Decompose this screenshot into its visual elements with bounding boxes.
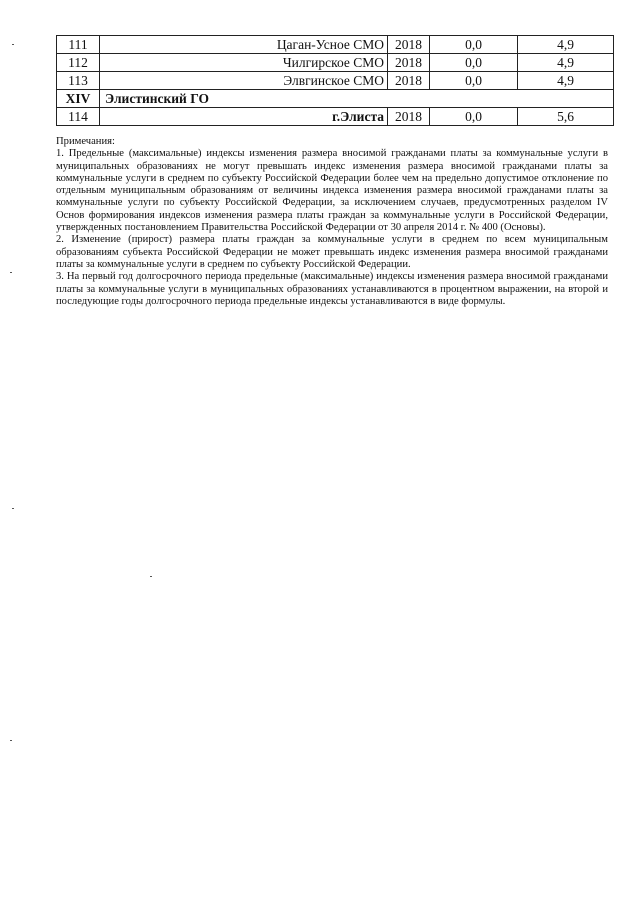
notes-heading: Примечания:	[56, 136, 115, 147]
row-year: 2018	[388, 54, 430, 72]
index-value-2: 4,9	[518, 72, 614, 90]
note-item: 3. На первый год долгосрочного периода предельные (максимальные) индексы изменения размера вносимой гражданами платы за коммунальные услуги в муниципальных образованиях устанавливаются в процентном выражении, на второй и последующие годы долгосрочного периода предельные индексы устанавливаются в виде формулы.	[56, 271, 608, 307]
table-row	[57, 72, 614, 90]
notes-section	[56, 136, 608, 308]
municipality-name: Элвгинское СМО	[100, 72, 388, 90]
index-value-1: 0,0	[430, 108, 518, 126]
index-value-2: 4,9	[518, 54, 614, 72]
scan-mark	[10, 740, 12, 741]
note-item: 2. Изменение (прирост) размера платы граждан за коммунальные услуги в среднем по всем муниципальным образованиям субъекта Российской Федерации не может превышать индекс изменения размера вносимой гражданами платы за коммунальные услуги в среднем по субъекту Российской Федерации.	[56, 234, 608, 270]
group-row	[57, 90, 614, 108]
row-year: 2018	[388, 72, 430, 90]
note-item: 1. Предельные (максимальные) индексы изменения размера вносимой гражданами платы за коммунальные услуги в муниципальных образованиях не могут превышать индекс изменения размера вносимой гражданами платы за коммунальные услуги в среднем по субъекту Российской Федерации более чем на предельно допустимое отклонение по отдельным муниципальным образованиям от величины индекса изменения размера вносимой гражданами платы за коммунальные услуги по субъекту Российской Федерации, за исключением случаев, предусмотренных разделом IV Основ формирования индексов изменения размера платы граждан за коммунальные услуги в Российской Федерации, утвержденных постановлением Правительства Российской Федерации от 30 апреля 2014 г. № 400 (Основы).	[56, 148, 608, 234]
row-number: 111	[57, 36, 100, 54]
row-year: 2018	[388, 108, 430, 126]
table-row	[57, 54, 614, 72]
index-value-1: 0,0	[430, 54, 518, 72]
row-year: 2018	[388, 36, 430, 54]
table-row	[57, 36, 614, 54]
row-number: 114	[57, 108, 100, 126]
group-number: XIV	[57, 90, 100, 108]
scan-mark	[12, 44, 14, 45]
index-table	[56, 35, 614, 126]
row-number: 113	[57, 72, 100, 90]
scan-mark	[10, 272, 12, 273]
municipality-name: г.Элиста	[100, 108, 388, 126]
municipality-name: Чилгирское СМО	[100, 54, 388, 72]
row-number: 112	[57, 54, 100, 72]
index-value-2: 5,6	[518, 108, 614, 126]
scan-mark	[12, 508, 14, 509]
table-row	[57, 108, 614, 126]
group-name: Элистинский ГО	[100, 90, 614, 108]
municipality-name: Цаган-Усное СМО	[100, 36, 388, 54]
index-value-1: 0,0	[430, 72, 518, 90]
scan-mark	[150, 576, 152, 577]
index-value-1: 0,0	[430, 36, 518, 54]
index-value-2: 4,9	[518, 36, 614, 54]
